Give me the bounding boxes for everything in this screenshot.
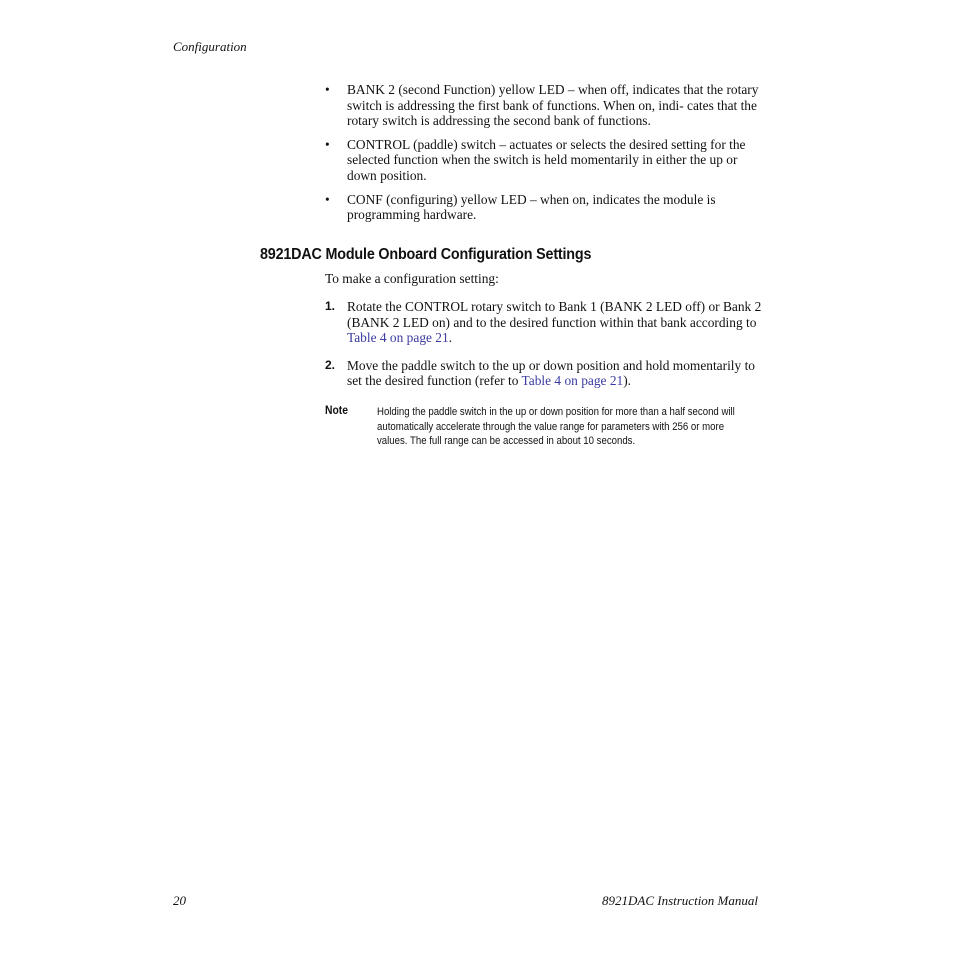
table-4-link[interactable]: Table 4 on page 21 [347, 330, 449, 346]
step-text: Move the paddle switch to the up or down position and hold momentarily to set the desired function (refer to [347, 357, 755, 389]
bullet-text: CONF (configuring) yellow LED – when on, indicates the module is programming hardware. [347, 191, 716, 223]
table-4-link[interactable]: Table 4 on page 21 [521, 373, 624, 389]
step-number: 2. [325, 357, 336, 372]
step-item [325, 358, 765, 389]
step-text-end: . [448, 330, 453, 346]
note-label: Note [325, 405, 349, 417]
step-text: Rotate the CONTROL rotary switch to Bank 1 (BANK 2 LED off) or Bank 2 (BANK 2 LED on) and to the desired function within that bank according to [347, 299, 762, 330]
configuration-steps [325, 299, 765, 401]
page-number: 20 [173, 893, 186, 908]
bullet-text: BANK 2 (second Function) yellow LED – when off, indicates that the rotary switch is addressing the first bank of functions. When on, indi- cates that the rotary switch is addressing the second bank of functions. [347, 82, 759, 129]
section-heading: 8921DAC Module Onboard Configuration Settings [260, 246, 592, 263]
note-text: Holding the paddle switch in the up or down position for more than a half second will automatically accelerate through the value range for parameters with 256 or more values. The full range can be accessed in about 10 seconds. [377, 406, 735, 448]
list-item [325, 192, 765, 223]
bullet-text: CONTROL (paddle) switch – actuates or selects the desired setting for the selected function when the switch is held momentarily in either the up or down position. [347, 136, 746, 183]
bullet-symbol: • [325, 136, 330, 152]
led-switch-bullet-list [325, 82, 765, 231]
section-intro: To make a configuration setting: [325, 271, 499, 286]
step-text-end: ). [623, 373, 632, 389]
manual-title: 8921DAC Instruction Manual [602, 893, 758, 908]
list-item [325, 137, 765, 184]
running-header: Configuration [173, 39, 247, 54]
bullet-symbol: • [325, 82, 330, 97]
list-item [325, 82, 765, 129]
step-number: 1. [325, 299, 336, 313]
bullet-symbol: • [325, 191, 330, 207]
step-item [325, 299, 765, 346]
